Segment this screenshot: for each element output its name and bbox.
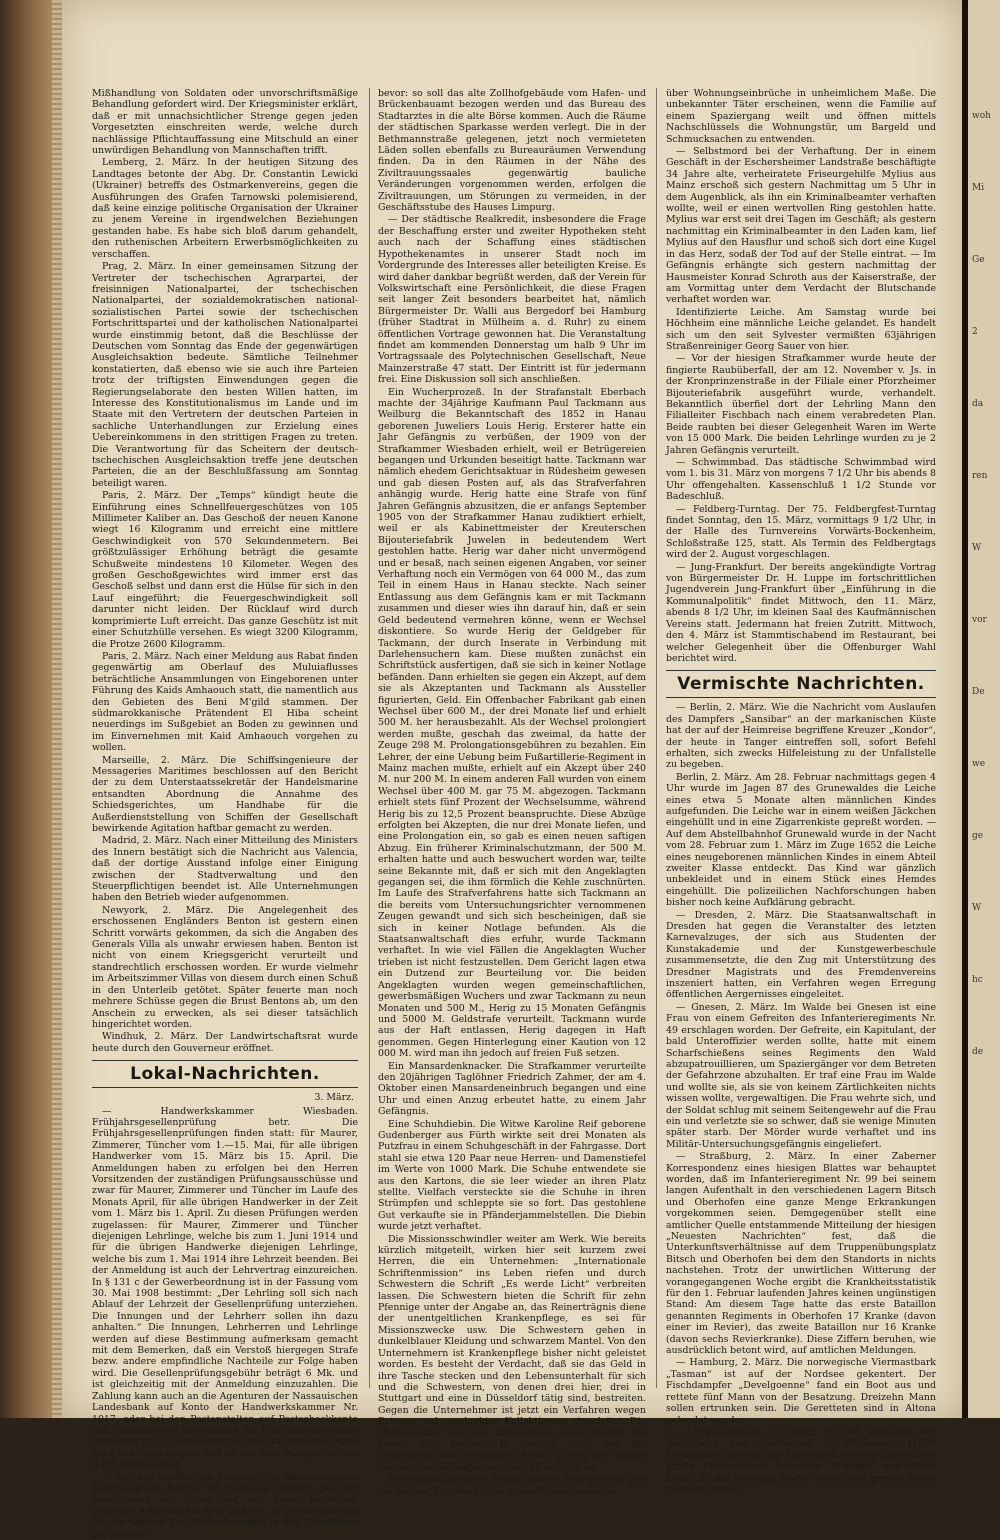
section-heading-local: Lokal-Nachrichten. <box>92 1060 358 1088</box>
article-paragraph: Lemberg, 2. März. In der heutigen Sitzung des Landtages betonte der Abg. Dr. Constantin Lewicki (Ukrainer) betreffs des Ostmarkenvereins, gegen die Ausführungen des Grafen Tarnowski polemisierend, daß keine einzige politische Organisation der Ukrainer zu jenem Vereine in irgendwelchen Beziehungen gestanden habe. Es habe sich bloß darum gehandelt, den ruthenischen Arbeitern Erwerbsmöglichkeiten zu verschaffen. <box>92 157 358 260</box>
article-paragraph: Madrid, 2. März. Nach einer Mitteilung des Ministers des Innern bestätigt sich die Nachricht aus Valencia, daß der dortige Ausstand infolge einer Einigung zwischen der Stadtverwaltung und den Steuerpflichtigen beendet ist. Alle Unternehmungen haben den Betrieb wieder aufgenommen. <box>92 835 358 904</box>
article-paragraph: — Berlin, 2. März. Wie die Nachricht vom Auslaufen des Dampfers „Sansibar“ an der markanischen Küste hat der auf der Heimreise begriffene Kreuzer „Kondor“, der heute in Tanger eintreffen soll, sofort Befehl erhalten, sich zwecks Hilfeleistung zu der Unfallstelle zu begeben. <box>666 702 936 771</box>
local-news-end <box>666 88 936 664</box>
article-paragraph: — Der städtische Realkredit, insbesondere die Frage der Beschaffung erster und zweiter Hypotheken steht auch nach der Schaffung eines städtischen Hypothekenamtes in unserer Stadt noch im Vordergrunde des Interesses aller beteiligten Kreise. Es wird daher dankbar begrüßt werden, daß der Verein für Volkswirtschaft eine Persönlichkeit, die diese Fragen seit langer Zeit besonders bearbeitet hat, nämlich Bürgermeister Dr. Walli aus Bergedorf bei Hamburg (früher Stadtrat in Mülheim a. d. Ruhr) zu einem öffentlichen Vortrage gewonnen hat. Die Veranstaltung findet am kommenden Donnerstag um halb 9 Uhr im Vortragssaale des Polytechnischen Gesellschaft, Neue Mainzerstraße 47 statt. Der Eintritt ist für jedermann frei. Eine Diskussion soll sich anschließen. <box>378 214 646 386</box>
column-2 <box>378 88 647 1497</box>
article-paragraph: bevor: so soll das alte Zollhofgebäude vom Hafen- und Brückenbauamt bezogen werden und das Bureau des Stadtarztes in die alte Börse kommen. Auch die Räume der städtischen Sparkasse werden verlegt. Die in der Bethmannstraße gelegenen, jetzt noch vermieteten Läden sollen ebenfalls zu Bureauräumen Verwendung finden. Da in den Räumen in der Nähe des Ziviltrauungssaales gegenwärtig bauliche Veränderungen vorgenommen werden, erfolgen die Ziviltrauungen, um Störungen zu vermeiden, in der Geschäftsstube des Hauses Limpurg. <box>378 88 646 214</box>
column-1 <box>92 88 358 1540</box>
misc-news-list <box>666 702 936 1495</box>
fragment-text: vor <box>972 615 987 625</box>
column-area <box>92 88 952 1540</box>
fragment-text: hc <box>972 975 983 985</box>
fragment-text: da <box>972 399 984 409</box>
newspaper-page <box>62 0 962 1540</box>
fragment-text: Mi <box>972 183 985 193</box>
article-paragraph: Ein Mansardenknacker. Die Strafkammer verurteilte den 20jährigen Taglöhner Friedrich Zahmer, der am 4. Oktober einen Mansardeneinbruch begangen und eine Uhr und einen Anzug erbeutet hatte, zu einem Jahr Gefängnis. <box>378 1060 646 1118</box>
article-paragraph: — Vor der hiesigen Strafkammer wurde heute der fingierte Raubüberfall, der am 12. November v. Js. in der Kronprinzenstraße in der Filiale einer Pforzheimer Bijouteriefabrik ausgeführt wurde, verhandelt. Bekanntlich überfiel dort der Lehrling Mann den Filialleiter Fischbach nach einem verabredeten Plan. Beide raubten bei dieser Gelegenheit Waren im Werte von 15 000 Mark. Die beiden Lehrlinge wurden zu je 2 Jahren Gefängnis verurteilt. <box>666 353 936 456</box>
column-3 <box>666 88 936 1495</box>
local-news-list <box>92 1106 358 1540</box>
article-paragraph: Marseille, 2. März. Die Schiffsingenieure der Messageries Maritimes beschlossen auf den Bericht der zu dem Unterstaatssekretär der Handelsmarine entsandten Abordnung die Annahme des Schiedsgerichtes, um Handhabe für die Außerdienststellung von Schiffen der Gesellschaft bewirkende Agitation haftbar gemacht zu werden. <box>92 754 358 834</box>
article-paragraph: Wohnungseinbrüche. In der letzten Zeit mehren sich die bei der Kriminalpolizei einlaufenden Anzeigen <box>378 1474 646 1497</box>
section-date: 3. März. <box>314 1092 354 1104</box>
fragment-text: W <box>972 903 982 913</box>
article-paragraph: — Feldberg-Turntag. Der 75. Feldbergfest-Turntag findet Sonntag, den 15. März, vormittags 9 1/2 Uhr, in der Halle des Turnvereins Vorwärts-Bockenheim, Schloßstraße 125, statt. Als Termin des Feldbergtags wird der 2. August vorgeschlagen. <box>666 503 936 561</box>
adjacent-page-edge <box>962 0 1000 1418</box>
fragment-text: we <box>972 759 986 769</box>
news-list <box>92 88 358 1054</box>
fragment-text: 2 <box>972 327 978 337</box>
article-paragraph: Ein Wucherprozeß. In der Strafanstalt Eberbach machte der 34jährige Kaufmann Paul Tackmann aus Weilburg die Bekanntschaft des 1852 in Hanau geborenen Juweliers Louis Herig. Ersterer hatte ein Jahr Gefängnis zu verbüßen, der 1909 von der Strafkammer Wiesbaden erhielt, weil er Betrügereien begangen und Urkunden beseitigt hatte. Tackmann war nämlich ehedem Gerichtsaktuar in Rüdesheim gewesen und gab diesen Posten auf, als das Strafverfahren anhängig wurde. Herig hatte eine Strafe von fünf Jahren Gefängnis abzusitzen, die er anfangs September 1905 von der Strafkammer Hanau zudiktiert erhielt, weil er als Kabinettmeister der Kreuterschen Bijouteriefabrik Juwelen in bedeutendem Wert gestohlen hatte. Herig war daher nicht unvermögend und er besaß, nach seinen eigenen Angaben, vor seiner Verhaftung noch ein Vermögen von 64 000 M., das zum Teil in einem Haus in Hanau steckte. Nach seiner Entlassung aus dem Gefängnis kam er mit Tackmann zusammen und dieser wies ihn darauf hin, daß er sein Geld bedeutend vermehren könne, wenn er Wechsel diskontiere. So wurde Herig der Geldgeber für Tackmann, der durch Inserate in Verbindung mit Darlehensuchern kam. Diese mußten zunächst ein Schriftstück ausfertigen, daß sie sich in keiner Notlage befänden. Dann erhielten sie gegen ein Akzept, auf dem sie als Akzeptanten und Tackmann als Aussteller figurierten, Geld. Ein Offenbacher Fabrikant gab einen Wechsel über 600 M., der drei Monate lief und erhielt 500 M. her herausbezahlt. Als der Wechsel prolongiert werden mußte, geschah das zweimal, da hatte der Zeuge 298 M. Prolongationsgebühren zu bezahlen. Ein Lehrer, der eine Uebung beim Fußartillerie-Regiment in Mainz machen mußte, erhielt auf ein Akzept über 240 M. nur 200 M. In einem anderen Fall wurden von einem Wechsel über 400 M. gar 75 M. abgezogen. Tackmann erhielt stets fünf Prozent der Wechselsumme, während Herig bis zu 12,5 Prozent beanspruchte. Diese Abzüge erfolgten bei Akzepten, die nur drei Monate liefen, und eine Prolongation ein, so gab es einen neuen saftigen Abzug. Ein früherer Kriminalschutzmann, der 500 M. erhalten hatte und auch beswuchert worden war, teilte seine Bekannte mit, daß er sich mit den Angeklagten gegangen sei, die ihm förmlich die Kehle zuschnürten. Im Laufe des Strafverfahrens hatte sich Tackmann an die bereits vom Untersuchungsrichter vernommenen Zeugen gewandt und sich sich bescheinigen, daß sie sich in keiner Notlage befunden. Als die Staatsanwaltschaft dies erfuhr, wurde Tackmann verhaftet. In wie viel Fällen die Angeklagten Wucher trieben ist nicht festzustellen. Dem Gericht lagen etwa ein Dutzend zur Beurteilung vor. Die beiden Angeklagten wurden wegen gemeinschaftlichen, gewerbsmäßigen Wuchers und zwar Tackmann zu neun Monaten und 500 M., Herig zu 15 Monaten Gefängnis und 5000 M. Geldstrafe verurteilt. Tackmann wurde aus der Haft entlassen, Herig dagegen in Haft genommen. Gegen Hinterlegung einer Kaution von 12 000 M. wird man ihn jedoch auf freien Fuß setzen. <box>378 386 646 1060</box>
article-paragraph: Die Missionsschwindler weiter am Werk. Wie bereits kürzlich mitgeteilt, wirken hier seit kurzem zwei Herren, die ein Unternehmen: „Internationale Schriftenmission“ ins Leben riefen und durch Schwestern die Schrift „Es werde Licht“ verbreiten lassen. Die Schwestern bieten die Schrift für zehn Pfennige unter der Angabe an, das Reinerträgnis diene der unentgeltlichen Krankenpflege, es sei für Missionszwecke usw. Die Schwestern gehen in dunkelblauer Kleidung und schwarzem Mantel. Von den Unternehmern ist Krankenpflege bisher nicht geleistet worden. Es besteht der Verdacht, daß sie das Geld in ihre Tasche stecken und den Lebensunterhalt für sich und die Schwestern, von denen drei hier, drei in Stuttgart und eine in Düsseldorf tätig sind, bestreiten. Gegen die Unternehmer ist jetzt ein Verfahren wegen Betrugs und unerlaubten Kollektierens eingeleitet. Die Unternehmer und die Schwestern waren früher bei einem Willi Dietrich in Breslau tätig, der die Schwestern vom schwarzen Kreuz leitete und wegen unerlaubten Kollektierens bestraft worden ist. <box>378 1233 646 1473</box>
article-paragraph: Paris, 2. März. Der „Temps“ kündigt heute die Einführung eines Schnellfeuergeschützes von 105 Millimeter Kaliber an. Das Geschoß der neuen Kanone wiegt 16 Kilogramm und erreicht eine mittlere Geschwindigkeit von 570 Sekundenmetern. Bei größtzulässiger Erhöhung beträgt die gesamte Schußweite mindestens 10 Kilometer. Wegen des großen Geschoßgewichtes wird immer erst das Geschoß selbst und dann erst die Hülse für sich in den Lauf eingeführt; die Feuergeschwindigkeit soll darunter nicht leiden. Der Rücklauf wird durch komprimierte Luft erreicht. Das ganze Geschütz ist mit einer Schutzhülle versehen. Es wiegt 3200 Kilogramm, die Protze 2600 Kilogramm. <box>92 490 358 650</box>
article-paragraph: Mißhandlung von Soldaten oder unvorschriftsmäßige Behandlung gefordert wird. Der Kriegsminister erklärt, daß er mit unnachsichtlicher Strenge gegen jeden Vorgesetzten einschreiten werde, welche durch nachlässige Pflichtauffassung eine Mitschuld an einer unwürdigen Behandlung von Mannschaften trifft. <box>92 88 358 157</box>
fragment-text: ge <box>972 831 984 841</box>
article-paragraph: — Gnesen, 2. März. Im Walde bei Gnesen ist eine Frau von einem Gefreiten des Infanterieregiments Nr. 49 erschlagen worden. Der Gefreite, ein Kapitulant, der bald Unteroffizier werden sollte, hatte mit einem Scharfschießens seines Regiments den Wald abzupatrouillieren, um Spaziergänger vor dem Betreten der Gefahrzone abzuhalten. Er traf eine Frau im Walde und wollte sie, als sie von keinem Zärtlichkeiten nichts wissen wollte, vergewaltigen. Die Frau wehrte sich, und der Soldat schlug mit seinem Seitengewehr auf die Frau ein und verletzte sie so schwer, daß sie wenige Minuten später starb. Der Mörder wurde verhaftet und ins Militär-Untersuchungsgefängnis eingeliefert. <box>666 1001 936 1150</box>
article-paragraph: Prag, 2. März. In einer gemeinsamen Sitzung der Vertreter der tschechischen Agrarpartei, der freisinnigen Nationalpartei, der tschechischen Nationalpartei, der sozialdemokratischen national-sozialistischen Partei sowie der tschechischen Fortschrittspartei und der katholischen Nationalpartei wurde einstimmig betont, daß die Beschlüsse der Deutschen vom Sonntag das Ende der gegenwärtigen Ausgleichsaktion bedeute. Sämtliche Teilnehmer konstatierten, daß ebenso wie sie auch ihre Parteien trotz der triftigsten Einwendungen gegen die Regierungselaborate den besten Willen hatten, im Interesse des Konstitutionalismus im Lande und im Staate mit den Vertretern der deutschen Parteien in sachliche Unterhandlungen zur Erzielung eines Uebereinkommens in den strittigen Fragen zu treten. Die Verantwortung für das Scheitern der deutsch-tschechischen Ausgleichsaktion treffe jene deutschen Parteien, die an der Beschlußfassung am Sonntag beteiligt waren. <box>92 261 358 489</box>
section-heading-misc: Vermischte Nachrichten. <box>666 670 936 698</box>
article-paragraph: Newyork, 2. März. Die Angelegenheit des erschossenen Engländers Benton ist gestern einen Schritt vorwärts gekommen, da sich die Angaben des Generals Villa als unwahr erwiesen haben. Benton ist nicht von einem Kriegsgericht verurteilt und standrechtlich erschossen worden. Er wurde vielmehr im Arbeitszimmer Villas von diesem durch einen Schuß in den Unterleib getötet. Später feuerte man noch mehrere Schüsse gegen die Brust Bentons ab, um den Anschein zu erwecken, als sei dieser tatsächlich hingerichtet worden. <box>92 904 358 1030</box>
article-paragraph: — Schwimmbad. Das städtische Schwimmbad wird vom 1. bis 31. März von morgens 7 1/2 Uhr bis abends 8 Uhr offengehalten. Kassenschluß 1 1/2 Stunde vor Badeschluß. <box>666 457 936 503</box>
column-divider <box>369 88 370 1388</box>
article-paragraph: Berlin, 2. März. Am 28. Februar nachmittags gegen 4 Uhr wurde im Jagen 87 des Grunewaldes die Leiche eines etwa 5 Monate alten männlichen Kindes aufgefunden. Die Leiche war in einem weißen Jäckchen eingehüllt und in eine Zigarrenkiste gepreßt worden. — Auf dem Abstellbahnhof Grunewald wurde in der Nacht vom 28. Februar zum 1. März im Zuge 1652 die Leiche eines neugeborenen männlichen Kindes in einem Abteil zweiter Klasse entdeckt. Das Kind war gänzlich unbekleidet und in einem Stück eines Hemdes eingehüllt. Die polizeilichen Nachforschungen haben bisher noch keine Aufklärung gebracht. <box>666 771 936 909</box>
column-divider <box>656 88 657 1388</box>
article-paragraph: — Selbstmord bei der Verhaftung. Der in einem Geschäft in der Eschersheimer Landstraße beschäftigte 34 Jahre alte, verheiratete Friseurgehilfe Mylius aus Mainz erschoß sich gestern Nachmittag um 5 Uhr in dem Augenblick, als ihn ein Kriminalbeamter verhaften wollte, weil er einen wertvollen Ring gestohlen hatte. Mylius war erst seit drei Tagen im Geschäft; als gestern nachmittag ein Kriminalbeamter in den Laden kam, lief Mylius auf den Hausflur und schoß sich dort eine Kugel in das Herz, sodaß der Tod auf der Stelle eintrat. — Im Gefängnis erhängte sich gestern nachmittag der Hausmeister Konrad Schroth aus der Kaiserstraße, der am Vormittag unter dem Verdacht der Blutschande verhaftet worden war. <box>666 146 936 306</box>
article-paragraph: Eine Schuhdiebin. Die Witwe Karoline Reif geborene Gudenberger aus Fürth wirkte seit drei Monaten als Putzfrau in einem Schuhgeschäft in der Fahrgasse. Dort stahl sie etwa 120 Paar neue Herren- und Damenstiefel im Werte von 1000 Mark. Die Schuhe entwendete sie aus den Kartons, die sie leer wieder an ihren Platz stellte. Vielfach versteckte sie die Schuhe in ihren Strümpfen und schleppte sie so fort. Das gestohlene Gut verkaufte sie in Pfänderjammelstellen. Die Diebin wurde jetzt verhaftet. <box>378 1118 647 1233</box>
fragment-text: de <box>972 1047 984 1057</box>
fragment-text: De <box>972 687 985 697</box>
adjacent-page-fragments <box>962 110 1000 1058</box>
fragment-text: woh <box>972 111 991 121</box>
book-spine <box>0 0 62 1418</box>
article-paragraph: — Braunschweig, 2. März. In der kleinsten der Bergstädte des Oberharzes, in Wildemann (1500 Einwohner), wo erst im September vorigen Jahres eine große Feuersbrunst schweren Schaden angerichtet hatte, in der Sonntag Nacht wieder ein großes Feuer gewütet. Dabei <box>666 1426 936 1495</box>
article-paragraph: — Hamburg, 2. März. Die norwegische Viermastbark „Tasman“ ist auf der Nordsee gekentert. Der Fischdampfer „Develgoenne“ fand ein Boot aus und rettete fünf Mann von der Besatzung. Dreizehn Mann sollen ertrunken sein. Die Geretteten sind in Altona gelandet worden. <box>666 1357 936 1426</box>
article-paragraph: — Aus den städtischen Bureaus. Die Räumlichkeiten verschiedener Aemter im Rathause werden bei der Ausdehnung der Stadt und der damit bedingten größeren Arbeitsanhäufung zu klein. Es stehen deshalb für die nächste Zeit Veränderungen in den Lokalitäten der Aemter <box>92 1471 358 1540</box>
article-paragraph: über Wohnungseinbrüche in unheimlichem Maße. Die unbekannter Täter erscheinen, wenn die Familie auf einem Spaziergang weilt und öffnen mittels Nachschlüssels die Wohnungstür, um Bargeld und Schmucksachen zu entwenden. <box>666 88 936 145</box>
fragment-text: Ge <box>972 255 985 265</box>
article-paragraph: Identifizierte Leiche. Am Samstag wurde bei Höchheim eine männliche Leiche gelandet. Es handelt sich um den seit Sylvester vermißten 63jährigen Straßenreiniger Georg Sauer von hier. <box>666 306 936 352</box>
article-paragraph: Windhuk, 2. März. Der Landwirtschaftsrat wurde heute durch den Gouverneur eröffnet. <box>92 1031 358 1054</box>
fragment-text: W <box>972 543 982 553</box>
article-paragraph: Paris, 2. März. Nach einer Meldung aus Rabat finden gegenwärtig am Oberlauf des Muluiaflusses beträchtliche Ansammlungen von Eingeborenen unter Führung des Kaids Amhaouch statt, die namentlich aus den Gebieten des Beni M'gild stammen. Der südmarokkanische Prätendent El Hiba scheint neuerdings im Sußgebiet an Boden zu gewinnen und im Einvernehmen mit Kaid Amhaouch vorgehen zu wollen. <box>92 650 358 754</box>
article-paragraph: — Dresden, 2. März. Die Staatsanwaltschaft in Dresden hat gegen die Veranstalter des letzten Karnevalzuges, der sich aus Studenten der Kunstakademie und der Kunstgewerbeschule zusammensetzte, die den Zug mit Unterstützung des Dresdner Magistrats und des Fremdenvereins inszeniert hatten, ein Verfahren wegen Erregung öffentlichen Aergernisses eingeleitet. <box>666 909 936 1001</box>
article-paragraph: — Straßburg, 2. März. In einer Zaberner Korrespondenz eines hiesigen Blattes war behauptet worden, daß im Infanterieregiment Nr. 99 bei seinem langen Aufenthalt in den verschiedenen Lagern Bitsch und Oberhofen eine ganze Menge Erkrankungen vorgekommen seien. Demgegenüber stellt eine amtlicher Quelle entstammende Mitteilung der hiesigen „Neuesten Nachrichten“ fest, daß die Unterkunftsverhältnisse auf dem Truppenübungsplatz Bitsch und Oberhofen bei dem den Standorts in nichts nachstehen. Trotz der unwirtlichen Witterung der vorangegangenen Woche ergibt die Krankheitsstatistik für den 1. Februar laufenden Jahres keinen ungünstigen Stand: Am diesem Tage hatte das erste Bataillon genannten Regiments in Oberhofen 17 Kranke (davon einer im Revier), das zweite Bataillon nur 16 Kranke (davon sechs Revierkranke). Diese Ziffern beruhen, wie ausdrücklich betont wird, auf amtlichen Meldungen. <box>666 1151 936 1357</box>
article-paragraph: — Jung-Frankfurt. Der bereits angekündigte Vortrag von Bürgermeister Dr. H. Luppe im fortschrittlichen Jugendverein Jung-Frankfurt über „Einführung in die Kommunalpolitik“ findet Mittwoch, den 11. März, abends 8 1/2 Uhr, im kleinen Saal des Kaufmännischen Vereins statt. Jedermann hat freien Zutritt. Mittwoch, den 4. März ist Stammtischabend im Restaurant, bei welcher Gelegenheit über die Offenburger Wahl berichtet wird. <box>666 561 936 664</box>
fragment-text: ren <box>972 471 988 481</box>
local-news-continued <box>378 88 646 1497</box>
article-paragraph: — Handwerkskammer Wiesbaden. Frühjahrsgesellenprüfung betr. Die Frühjahrsgesellenprüfungen finden statt: für Maurer, Zimmerer, Tüncher vom 1.—15. Mai, für alle übrigen Handwerker vom 15. März bis 15. April. Die Anmeldungen haben zu erfolgen bei den Herren Vorsitzenden der zuständigen Prüfungsausschüsse und zwar für Maurer, Zimmerer und Tüncher im Laufe des Monats April, für alle übrigen Handwerker in der Zeit vom 1. März bis 1. April. Zu diesen Prüfungen werden zugelassen: für Maurer, Zimmerer und Tüncher diejenigen Lehrlinge, welche bis zum 1. Juni 1914 und für die übrigen Handwerke diejenigen Lehrlinge, welche bis zum 1. Mai 1914 ihre Lehrzeit beenden. Bei der Anmeldung ist auch der Lehrvertrag einzureichen. In § 131 c der Gewerbeordnung ist in der Fassung vom 30. Mai 1908 bestimmt: „Der Lehrling soll sich nach Ablauf der Lehrzeit der Gesellenprüfung unterziehen. Die Innungen und der Lehrherr sollen ihn dazu anhalten.“ Die Innungen, Lehrherren und Lehrlinge werden auf diese Bestimmung aufmerksam gemacht mit dem Bemerken, daß ein Verstoß hiergegen Strafe bezw. andere empfindliche Nachteile zur Folge haben wird. Die Gesellenprüfungsgebühr beträgt 6 Mk. und ist gleichzeitig mit der Anmeldung einzuzahlen. Die Zahlung kann auch an die Agenturen der Nassauischen Landesbank auf Konto der Handwerkskammer Nr. 1017, oder bei den Postanstalten auf Postscheckkonto der Nassauischen Landesbank Nr. 600 (Postscheckamt Frankfurt a. M.) eingezahlt werden. Im letzteren Falle wird das Porto erspart und ist nur eine Postgebühr von 5 Pfg. mitzuzahlen. <box>92 1105 358 1471</box>
